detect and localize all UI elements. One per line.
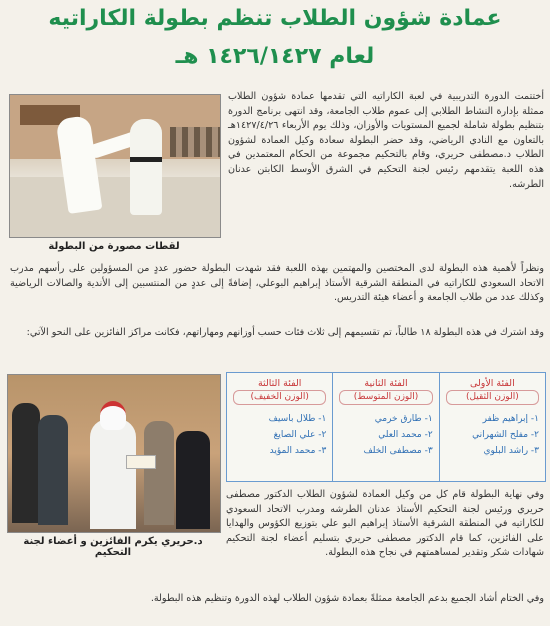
category-column bbox=[227, 373, 332, 481]
winner-item: ١- طلال باسيف bbox=[268, 414, 327, 424]
category-header: الفئة الثانية bbox=[364, 378, 408, 389]
category-header: الفئة الثالثة bbox=[257, 378, 302, 389]
winner-item: ٣- راشد البلوي bbox=[483, 446, 539, 456]
winner-item: ٢- محمد العلي bbox=[378, 430, 433, 440]
winners-table bbox=[226, 372, 546, 482]
category-weight: (الوزن المتوسط) bbox=[339, 390, 432, 405]
paragraph-3: وقد اشترك في هذه البطولة ١٨ طالباً، تم تقسيمهم إلى ثلاث فئات حسب أوزانهم ومهاراتهم، فكانت مراكز الفائزين على النحو الآتي: bbox=[26, 327, 544, 338]
photo-caption-2: د.حريري يكرم الفائزين و أعضاء لجنة التحكيم bbox=[23, 536, 203, 558]
winner-item: ٣- مصطفى الخلف bbox=[363, 446, 433, 456]
photo-caption-1: لقطات مصورة من البطولة bbox=[48, 241, 180, 252]
winner-item: ٢- علي الصايغ bbox=[273, 430, 327, 440]
headline-year: لعام ١٤٢٦/١٤٢٧ هـ bbox=[175, 44, 375, 69]
paragraph-1: أختتمت الدورة التدريبية في لعبة الكاراتيه التي تقدمها عمادة شؤون الطلاب ممثلة بإدارة النشاط الطلابي إلى عموم طلاب الجامعة، وقد انتهى برنامج الدورة بتنظيم بطولة شاملة لجميع المستويات والأوزان، وذلك يوم الأربعاء ١٤٢٧/٤/٢٦هـ بالتعاون مع النادي الرياضي، وقد حضر البطولة سعادة وكيل العمادة لشؤون الطلاب د.مصطفى حريري، وقام بالتحكيم مجموعة من الحكام المعتمدين في هذه اللعبة يتقدمهم رئيس لجنة التحكيم في الشرق الأوسط الكابتن عدنان الطرشه. bbox=[228, 91, 544, 190]
category-column bbox=[332, 373, 438, 481]
headline: عمادة شؤون الطلاب تنظم بطولة الكاراتيه bbox=[48, 6, 502, 31]
winner-item: ١- إبراهيم ظفر bbox=[482, 414, 539, 424]
category-column bbox=[439, 373, 545, 481]
award-ceremony-photo bbox=[7, 374, 221, 533]
category-weight: (الوزن الثقيل) bbox=[446, 390, 539, 405]
karate-match-photo bbox=[9, 94, 221, 238]
paragraph-5: وفي الختام أشاد الجميع بدعم الجامعة ممثلةً بعمادة شؤون الطلاب لهذه الدورة وتنظيم هذه البطولة. bbox=[150, 593, 544, 604]
winner-item: ٣- محمد المؤيد bbox=[269, 446, 327, 456]
category-weight: (الوزن الخفيف) bbox=[233, 390, 326, 405]
winner-item: ١- طارق خرمي bbox=[374, 414, 433, 424]
paragraph-4a: وفي نهاية البطولة قام كل من وكيل العمادة لشؤون الطلاب الدكتور مصطفى حريري ورئيس لجنة التحكيم الأستاذ عدنان الطرشه ومدرب الاتحاد السعودي للكاراتيه في المنطقة الشرقية الأستاذ إبراهيم البو علي بتوزيع الكؤوس والهدايا على الفائزين، كما قام الدكتور مصطفى حريري بتسليم أعضاء لجنة التحكيم شهادات شكر وتقدير لمساهمتهم في نجاح هذه البطولة. bbox=[226, 489, 544, 559]
winner-item: ٢- مفلح الشهراني bbox=[472, 430, 539, 440]
paragraph-2: ونظراً لأهمية هذه البطولة لدى المختصين والمهتمين بهذه اللعبة فقد شهدت البطولة حضور عددٍ من المسؤولين على رأسهم مدرب الاتحاد السعودي للكاراتيه في المنطقة الشرقية الأستاذ إبراهيم البوعلي، إضافةً إلى عددٍ من المنتسبين إلى الأندية والصالات الرياضية وكذلك عدد من طلاب الجامعة و أعضاء هيئة التدريس. bbox=[10, 263, 544, 304]
category-header: الفئة الأولى bbox=[469, 378, 515, 389]
